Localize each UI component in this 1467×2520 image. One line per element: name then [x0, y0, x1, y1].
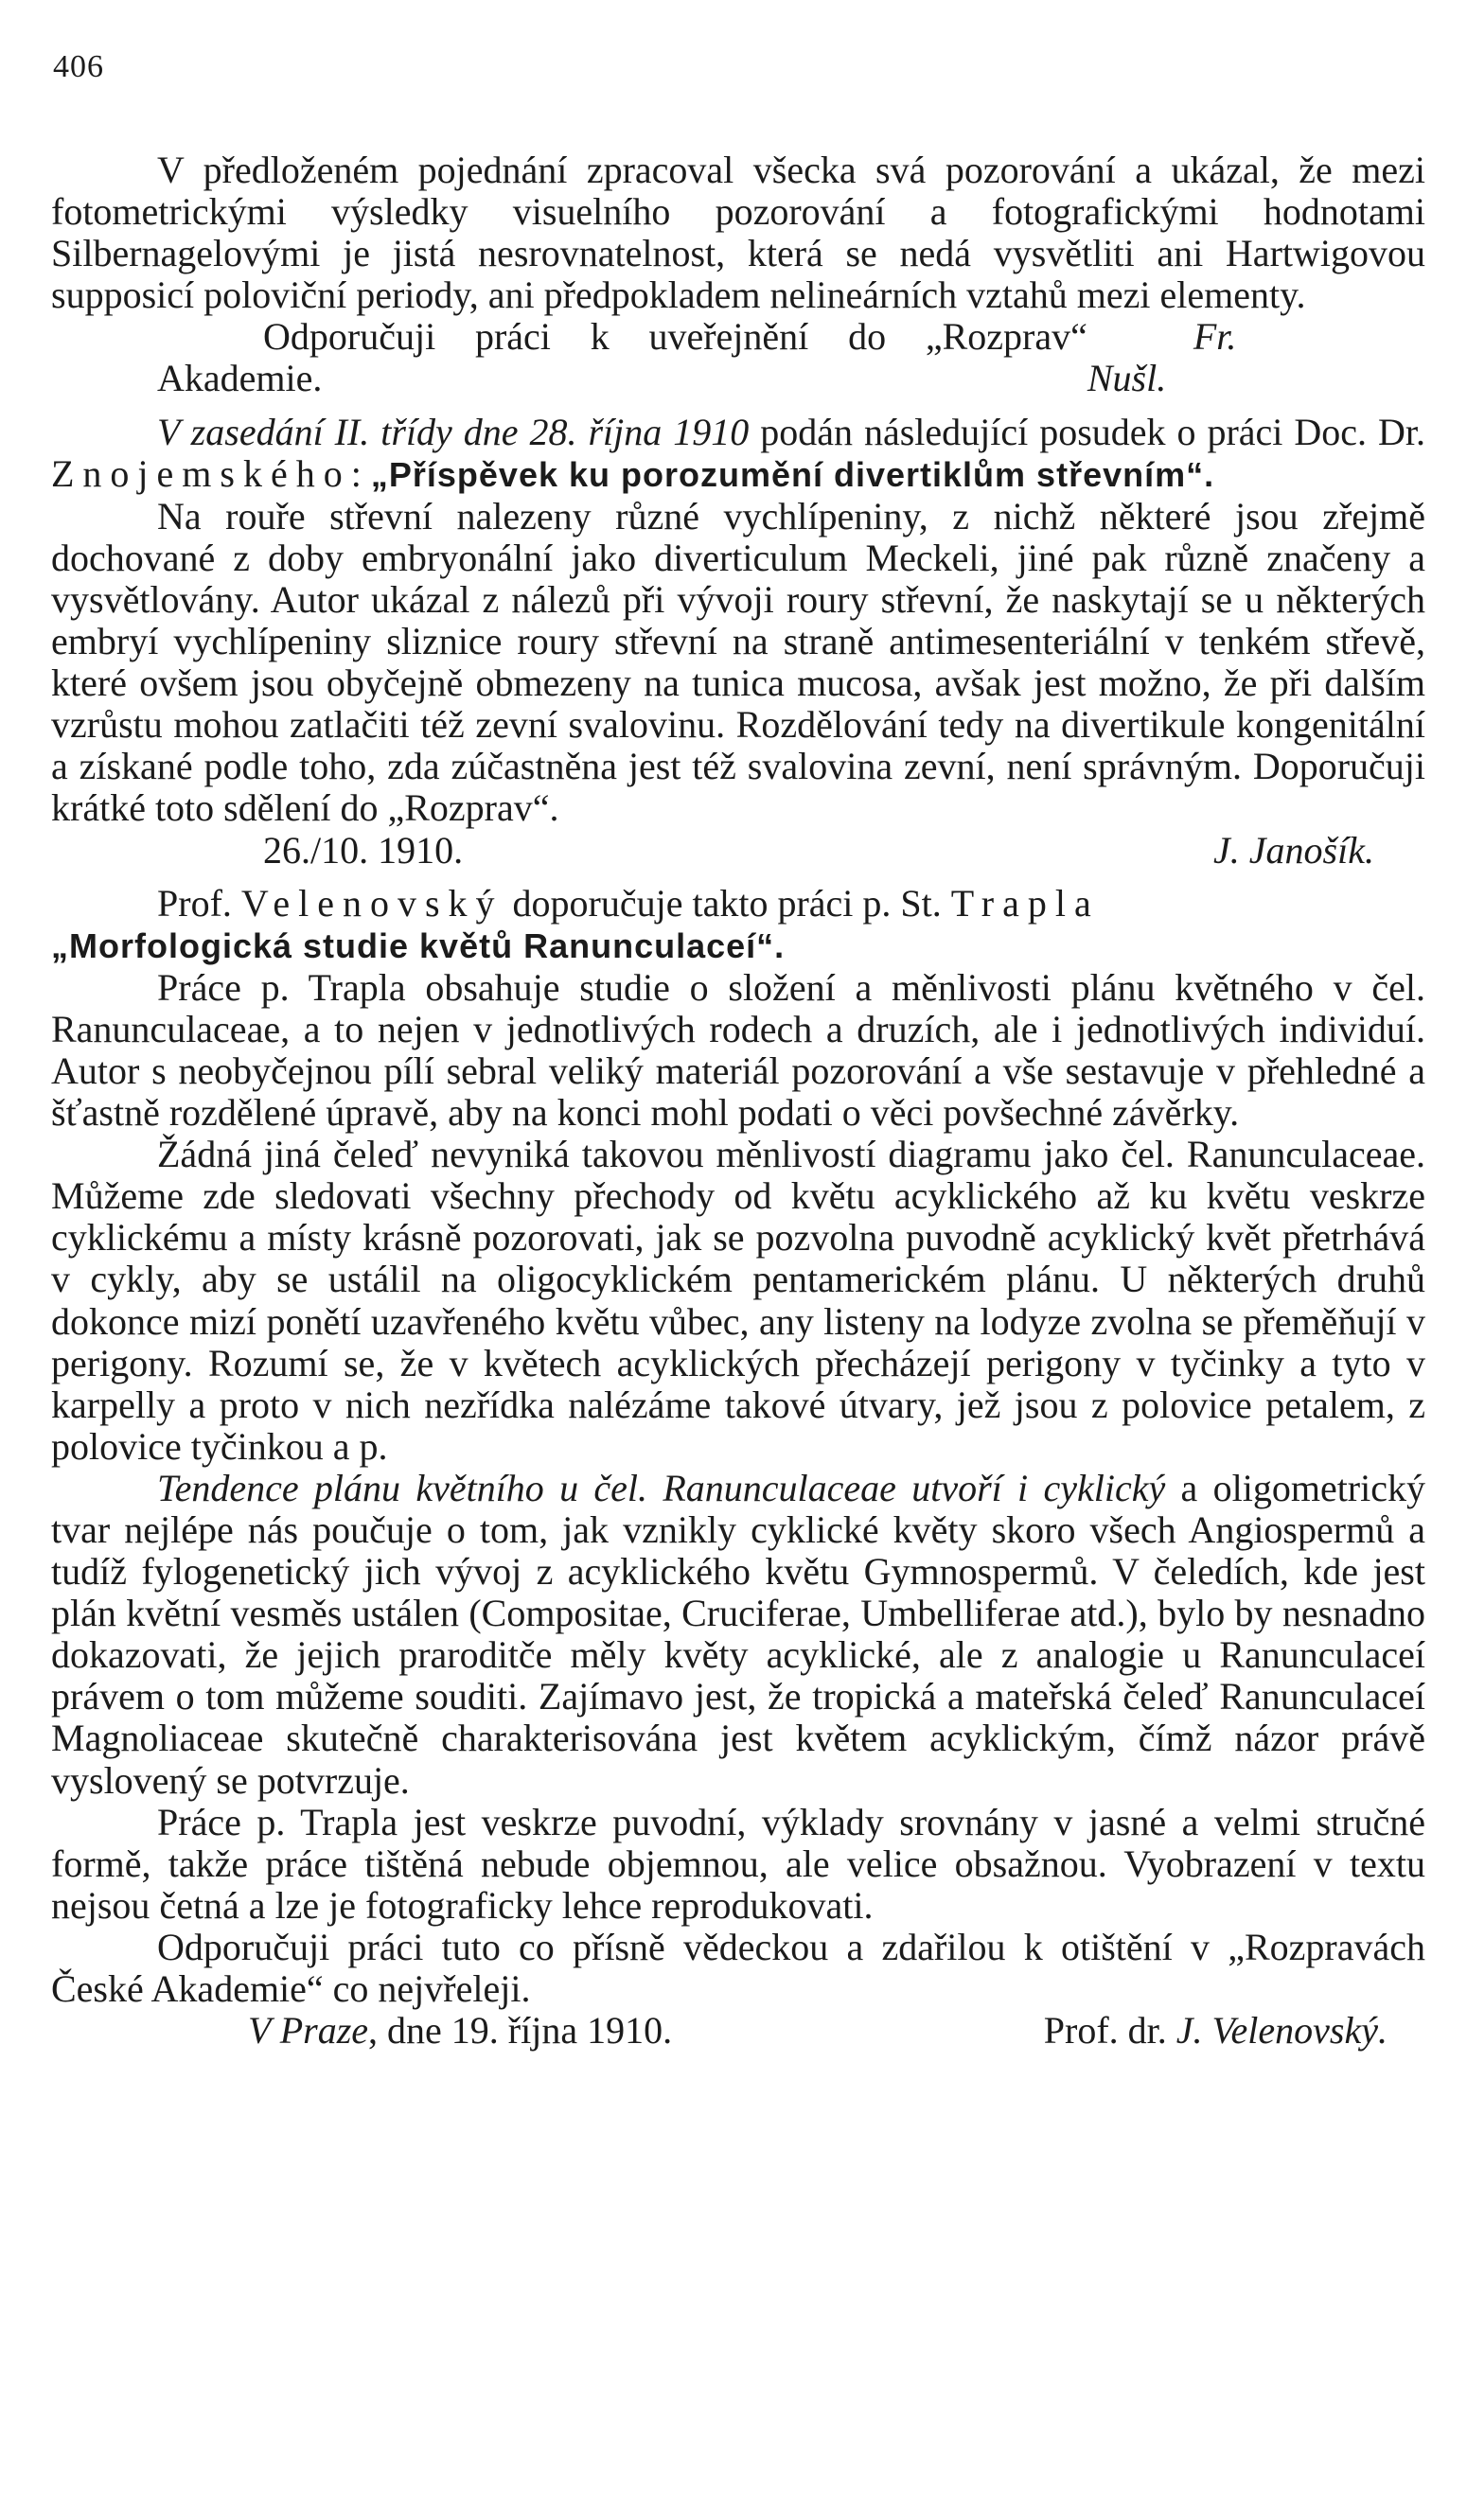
review3-paragraph-3 — [51, 1468, 1425, 1802]
review1-signature: Fr. Nušl. — [1087, 315, 1237, 400]
review2-title: „Příspěvek ku porozumění divertiklům střevním“. — [370, 454, 1215, 494]
review3-signature-name: J. Velenovský. — [1175, 2009, 1387, 2053]
review3-p3-italic: Tendence plánu květního u čel. Ranunculaceae utvoří i cyklický — [157, 1466, 1166, 1509]
review1-recommend-text: Odporučuji práci k uveřejnění do „Rozprav“ Akademie. — [157, 315, 1087, 400]
review1-paragraph: V předloženém pojednání zpracoval všecka svá pozorování a ukázal, že mezi fotometrickými výsledky visuelního pozorování a fotografickými hodnotami Silbernagelovými je jistá nesrovnatelnost, která se nedá vysvětliti ani Hartwigovou supposicí poloviční periody, ani předpokladem nelineárních vztahů mezi elementy. — [51, 149, 1425, 317]
review3-paragraph-1: Práce p. Trapla obsahuje studie o složení a měnlivosti plánu květného v čel. Ranunculaceae, a to nejen v jednotlivých rodech a druzích, ale i jednotlivých individuí. Autor s neobyčejnou pílí sebral veliký materiál pozorování a vše sestavuje v přehledné a šťastně rozdělené úpravě, aby na konci mohl podati o věci povšechné závěrky. — [51, 965, 1425, 1135]
review3-intro — [51, 883, 1425, 925]
review2-intro-text: podán následující posudek o práci Doc. Dr. — [749, 410, 1425, 453]
review3-title: „Morfologická studie květů Ranunculaceí“. — [51, 925, 786, 965]
review2-intro — [51, 412, 1425, 496]
review3-p3-text: a oligometrický tvar nejlépe nás poučuje o tom, jak vznikly cyklické květy skoro všech Angiospermů a tudíž fylogenetický jich vývoj z acyklického květu Gymnospermů. V čeledích, kde jest plán květní vesměs ustálen (Compositae, Cruciferae, Umbelliferae atd.), bylo by nesnadno dokazovati, že jejich praroditče měly květy acyklické, ale z analogie u Ranunculaceí právem o tom můžeme souditi. Zajímavo jest, že tropická a mateřská čeleď Ranunculaceí Magnoliaceae skutečně charakterisována jest květem acyklickým, čímž názor právě vyslovený se potvrzuje. — [51, 1466, 1425, 1802]
review3-author: Trapla — [950, 881, 1100, 925]
review1-recommendation — [51, 316, 1425, 399]
review2-signature: J. Janošík. — [1213, 828, 1374, 872]
review2-colon: : — [350, 451, 371, 495]
review3-paragraph-2: Žádná jiná čeleď nevyniká takovou měnlivostí diagramu jako čel. Ranunculaceae. Můžeme zde sledovati všechny přechody od květu acyklického až ku květu veskrze cyklickému a místy krásně pozorovati, jak se pozvolna puvodně acyklický květ přetrhává v cykly, aby se ustálil na oligocyklickém pentamerickém plánu. U některých druhů dokonce mizí ponětí uzavřeného květu vůbec, any listeny na lodyze zvolna se přeměňují v perigony. Rozumí se, že v květech acyklických přecházejí perigony v tyčinky a tyto v karpelly a proto v nich nezřídka nalézáme takové útvary, jež jsou z polovice petalem, z polovice tyčinkou a p. — [51, 1133, 1425, 1468]
review3-signature-line — [51, 2010, 1425, 2052]
review3-paragraph-5: Odporučuji práci tuto co přísně vědeckou a zdařilou k otištění v „Rozpravách České Akademie“ co nejvřeleji. — [51, 1925, 1425, 2011]
review2-date: 26./10. 1910. — [263, 828, 464, 872]
review3-paragraph-4: Práce p. Trapla jest veskrze puvodní, výklady srovnány v jasné a velmi stručné formě, takže práce tištěná nebude objemnou, ale velice obsažnou. Vyobrazení v textu nejsou četná a lze je fotograficky lehce reprodukovati. — [51, 1800, 1425, 1927]
review2-body: Na rouře střevní nalezeny různé vychlípeniny, z nichž některé jsou zřejmě dochované z doby embryonální jako diverticulum Meckeli, jiné pak různě značeny a vysvětlovány. Autor ukázal z nálezů při vývoji roury střevní, že naskytají se u některých embryí vychlípeniny sliznice roury střevní na straně antimesenteriální v tenkém střevě, které ovšem jsou obyčejně obmezeny na tunica mucosa, avšak jest možno, že při dalším vzrůstu mohou zatlačiti též zevní svalovinu. Rozdělování tedy na divertikule kongenitální a získané podle toho, zda zúčastněna jest též svalovina zevní, není správným. Doporučuji krátké toto sdělení do „Rozprav“. — [51, 494, 1425, 830]
review3-title-line — [51, 925, 1425, 967]
review3-signature — [938, 2010, 1387, 2052]
review3-signature-prefix: Prof. dr. — [1043, 2009, 1176, 2053]
review3-place: V Praze — [248, 2009, 369, 2053]
review3-reviewer: Velenovský — [240, 881, 504, 925]
review3-place-date — [142, 2010, 672, 2052]
review2-signature-line — [51, 830, 1425, 872]
review3-date: , dne 19. října 1910. — [368, 2009, 673, 2053]
review3-intro-text: doporučuje takto práci p. St. — [503, 881, 951, 925]
review2-author: Znojemského — [51, 451, 351, 495]
page-number: 406 — [53, 49, 104, 84]
text-column — [51, 150, 1425, 2052]
review3-prof: Prof. — [157, 881, 241, 925]
review2-session-date: V zasedání II. třídy dne 28. října 1910 — [157, 410, 750, 453]
